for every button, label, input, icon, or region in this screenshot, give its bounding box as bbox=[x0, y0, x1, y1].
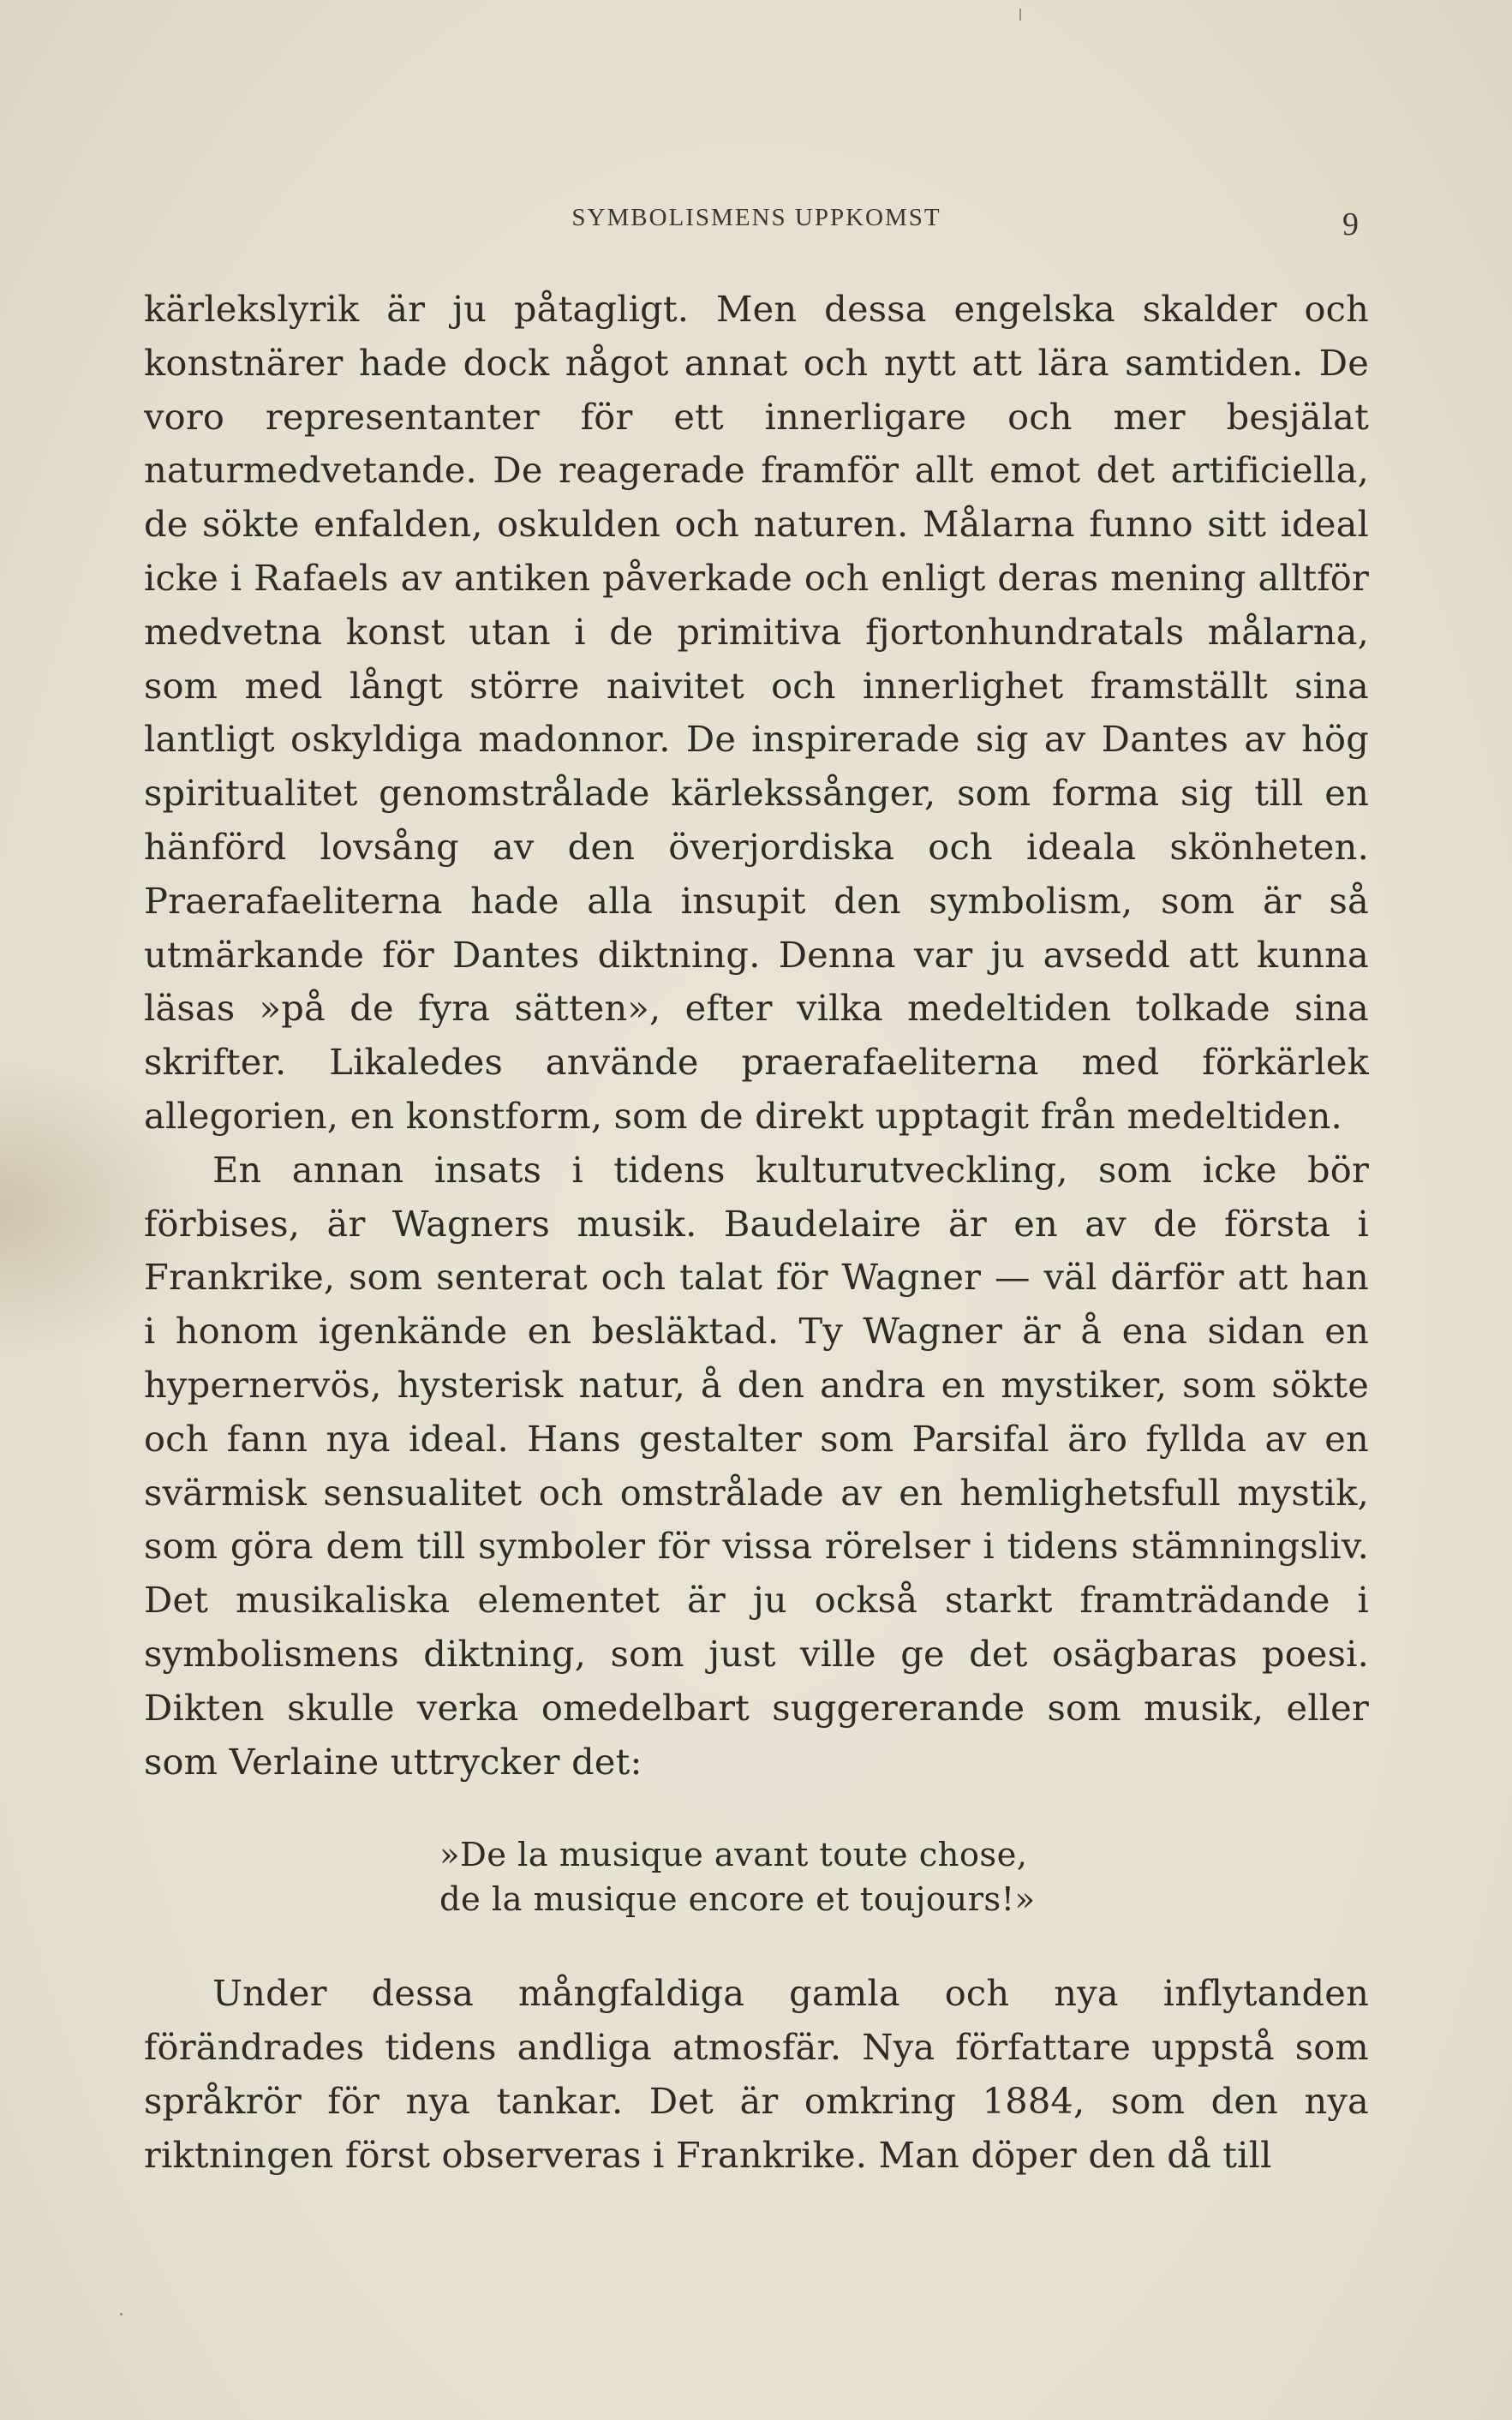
quote-line-1: »De la musique avant toute chose, bbox=[439, 1836, 1028, 1875]
paragraph-1: kärlekslyrik är ju påtagligt. Men dessa engelska skalder och konstnärer hade dock något annat och nytt att lära samtiden. De voro representanter för ett innerligare och mer besjälat naturmedvetande. De reagerade framför allt emot det artificiella, de sökte enfalden, oskulden och naturen. Målarna funno sitt ideal icke i Rafaels av antiken påverkade och enligt deras mening alltför medvetna konst utan i de primitiva fjortonhundratals målarna, som med långt större naivitet och innerlighet framställt sina lantligt oskyldiga madonnor. De inspirerade sig av Dantes av hög spiritualitet genomstrålade kärlekssånger, som forma sig till en hänförd lovsång av den överjordiska och ideala skönheten. Praerafaeliterna hade alla insupit den symbolism, som är så utmärkande för Dantes diktning. Denna var ju avsedd att kunna läsas »på de fyra sätten», efter vilka medeltiden tolkade sina skrifter. Likaledes använde praerafaeliterna med förkärlek allegorien, en konstform, som de direkt upptagit från medeltiden. bbox=[144, 288, 1369, 1137]
paper-mark bbox=[1019, 9, 1021, 21]
paragraph-2: En annan insats i tidens kulturutveckling, som icke bör förbises, är Wagners musik. Baudelaire är en av de första i Frankrike, som senterat och talat för Wagner — väl därför att han i honom igenkände en besläktad. Ty Wagner är å ena sidan en hypernervös, hysterisk natur, å den andra en mystiker, som sökte och fann nya ideal. Hans gestalter som Parsifal äro fyllda av en svärmisk sensualitet och omstrålade av en hemlighetsfull mystik, som göra dem till symboler för vissa rörelser i tidens stämningsliv. Det musikaliska elementet är ju också starkt framträdande i symbolismens diktning, som just ville ge det osägbaras poesi. Dikten skulle verka omedelbart suggererande som musik, eller som Verlaine uttrycker det: bbox=[144, 1148, 1369, 1783]
paper-speck bbox=[120, 2313, 123, 2315]
running-head bbox=[144, 204, 1369, 242]
page-number: 9 bbox=[1342, 206, 1359, 242]
paragraph-3: Under dessa mångfaldiga gamla och nya inflytanden förändrades tidens andliga atmosfär. Nya författare uppstå som språkrör för nya tankar. Det är omkring 1884, som den nya riktningen först observeras i Frankrike. Man döper den då till bbox=[144, 1972, 1369, 2176]
body-text bbox=[144, 283, 1369, 2183]
verse-quote bbox=[144, 1833, 1369, 1922]
quote-line-2: de la musique encore et toujours!» bbox=[439, 1880, 1036, 1920]
running-title: SYMBOLISMENS UPPKOMST bbox=[571, 204, 941, 231]
